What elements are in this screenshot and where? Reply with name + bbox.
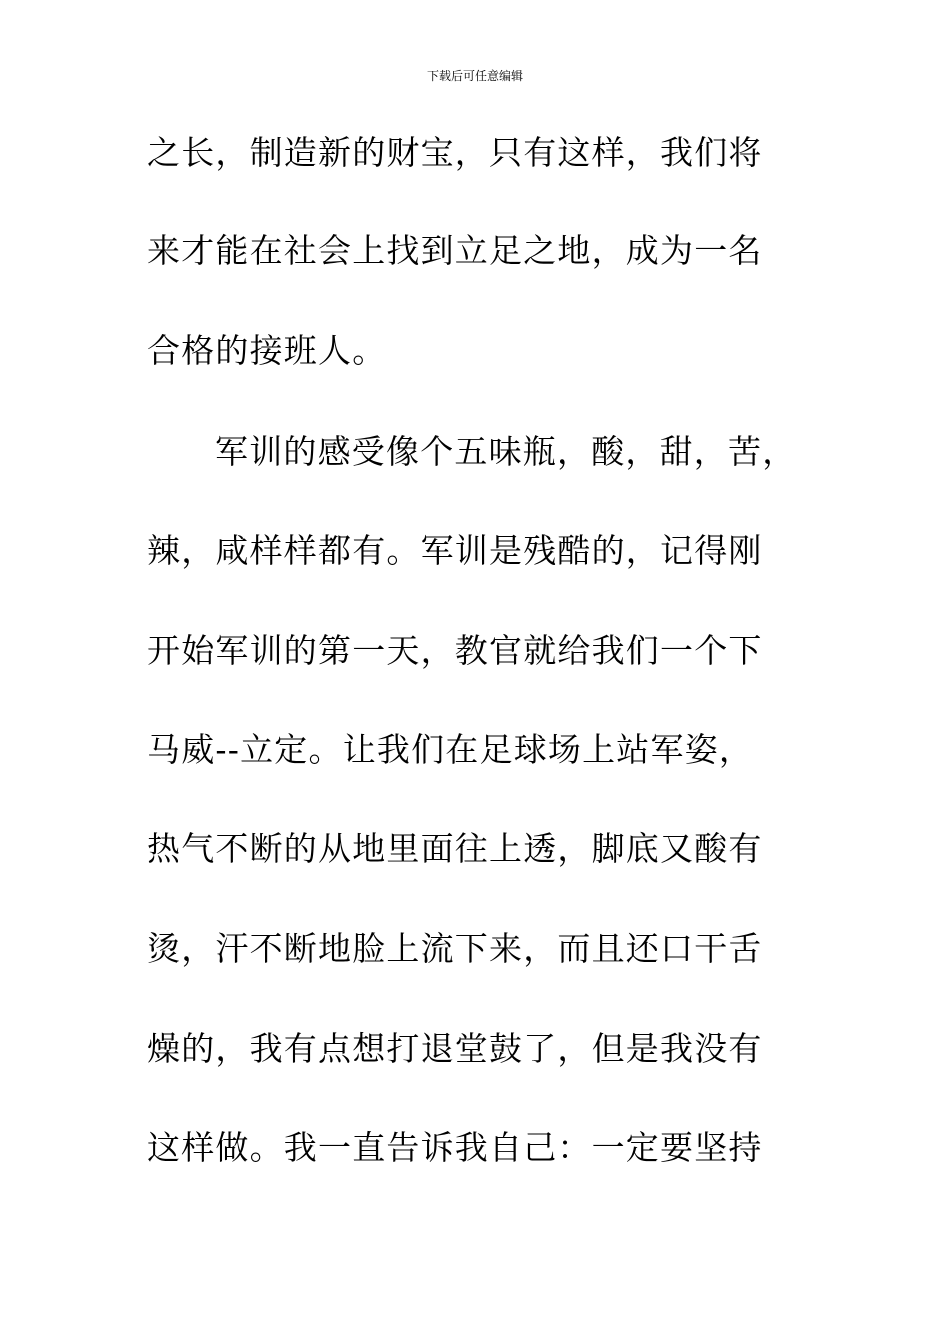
text-line-5: 辣，咸样样都有。军训是残酷的，记得刚 xyxy=(147,531,763,570)
download-note: 下载后可任意编辑 xyxy=(426,69,523,83)
text-line-7: 马威--立定。让我们在足球场上站军姿， xyxy=(147,730,754,769)
text-line-9: 烫，汗不断地脸上流下来，而且还口干舌 xyxy=(147,929,763,968)
text-line-8: 热气不断的从地里面往上透，脚底又酸有 xyxy=(147,829,763,868)
text-line-10: 燥的，我有点想打退堂鼓了，但是我没有 xyxy=(147,1029,763,1068)
text-line-3: 合格的接班人。 xyxy=(147,331,387,370)
text-line-2: 来才能在社会上找到立足之地，成为一名 xyxy=(147,231,763,270)
text-line-11: 这样做。我一直告诉我自己：一定要坚持 xyxy=(147,1128,763,1167)
text-line-4: 军训的感受像个五味瓶，酸，甜，苦， xyxy=(215,432,797,471)
text-line-6: 开始军训的第一天，教官就给我们一个下 xyxy=(147,631,763,670)
text-line-1: 之长，制造新的财宝，只有这样，我们将 xyxy=(147,133,763,172)
